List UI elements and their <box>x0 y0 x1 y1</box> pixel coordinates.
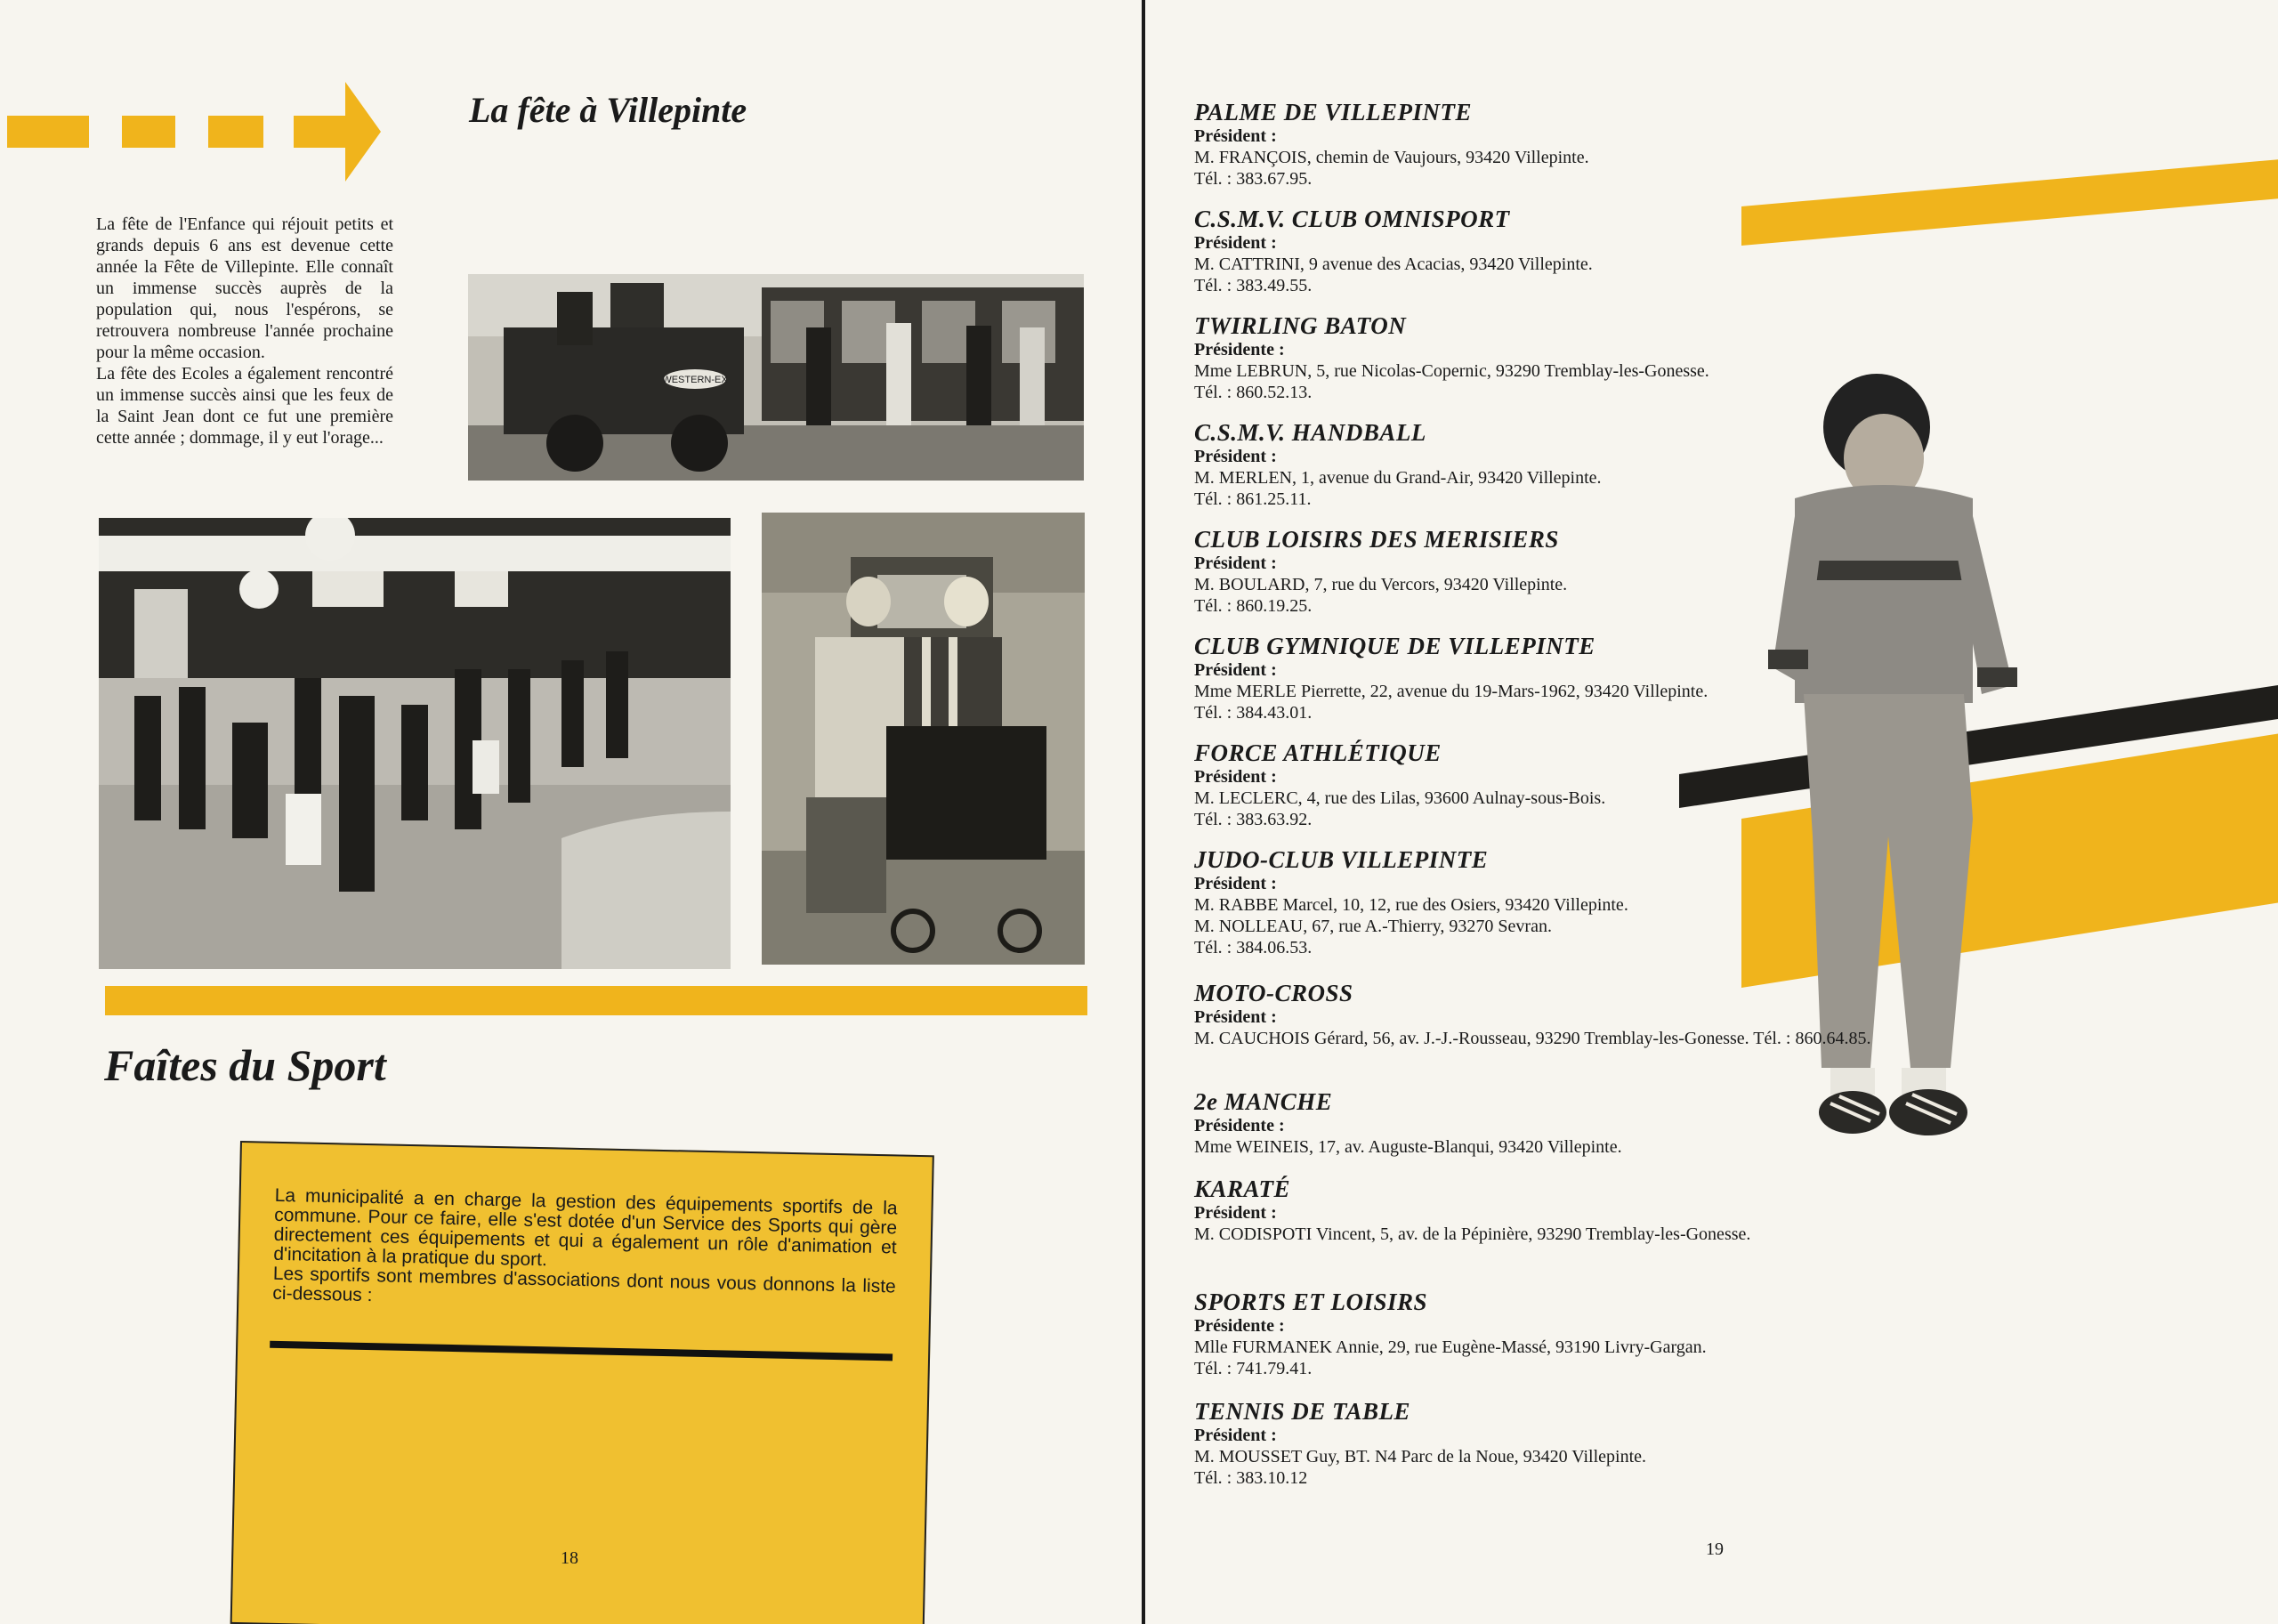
club-name: FORCE ATHLÉTIQUE <box>1194 739 1442 766</box>
club-role: Présidente : <box>1194 1116 1285 1135</box>
club-contact-line: M. BOULARD, 7, rue du Vercors, 93420 Villepinte. <box>1194 575 1568 594</box>
club-contact-line: M. CODISPOTI Vincent, 5, av. de la Pépinière, 93290 Tremblay-les-Gonesse. <box>1194 1224 1751 1244</box>
right-page <box>1145 0 2278 1624</box>
club-contact-line: Tél. : 384.06.53. <box>1194 938 1313 957</box>
club-entry <box>1194 632 1879 723</box>
school-fair-photo <box>99 518 731 969</box>
page-number: 18 <box>561 1548 578 1568</box>
club-entry <box>1194 1175 1879 1245</box>
club-role: Président : <box>1194 767 1277 787</box>
club-entry <box>1194 845 1879 958</box>
box-paragraph: La municipalité a en charge la gestion des équipements sportifs de la commune. Pour ce faire, elle s'est dotée d'un Service des Sports qui gère directement ces équipements et qui a également un rôle d'animation et d'incitation à la pratique du sport. <box>273 1184 898 1271</box>
club-entry <box>1194 525 1879 617</box>
club-role: Président : <box>1194 126 1277 146</box>
street-organ-photo <box>762 513 1085 965</box>
club-contact-line: M. MOUSSET Guy, BT. N4 Parc de la Noue, 93420 Villepinte. <box>1194 1447 1647 1466</box>
club-name: SPORTS ET LOISIRS <box>1194 1289 1428 1315</box>
sports-info-box <box>230 1141 934 1624</box>
club-role: Présidente : <box>1194 340 1285 360</box>
club-contact-line: Mme LEBRUN, 5, rue Nicolas-Copernic, 93290 Tremblay-les-Gonesse. <box>1194 361 1709 381</box>
club-entry <box>1194 418 1879 510</box>
club-contact-line: Tél. : 741.79.41. <box>1194 1359 1313 1378</box>
club-entry <box>1194 311 1879 403</box>
club-contact-line: M. MERLEN, 1, avenue du Grand-Air, 93420 Villepinte. <box>1194 468 1602 488</box>
club-name: TWIRLING BATON <box>1194 312 1407 339</box>
section-title: Faîtes du Sport <box>104 1040 386 1090</box>
club-entry <box>1194 979 1879 1049</box>
club-contact-line: M. NOLLEAU, 67, rue A.-Thierry, 93270 Sevran. <box>1194 917 1552 936</box>
club-name: CLUB LOISIRS DES MERISIERS <box>1194 526 1559 553</box>
club-entry <box>1194 1397 1879 1489</box>
club-contact-line: M. CATTRINI, 9 avenue des Acacias, 93420 Villepinte. <box>1194 255 1593 274</box>
club-name: JUDO-CLUB VILLEPINTE <box>1194 846 1489 873</box>
club-contact-line: Tél. : 383.63.92. <box>1194 810 1313 829</box>
club-role: Président : <box>1194 1007 1277 1027</box>
club-contact-line: Tél. : 383.49.55. <box>1194 276 1313 295</box>
club-contact-line: M. RABBE Marcel, 10, 12, rue des Osiers, 93420 Villepinte. <box>1194 895 1628 915</box>
club-entry <box>1194 1087 1879 1158</box>
box-rule <box>270 1341 893 1361</box>
club-name: KARATÉ <box>1194 1176 1291 1202</box>
intro-text <box>96 214 393 448</box>
club-contact-line: Tél. : 383.67.95. <box>1194 169 1313 189</box>
intro-paragraph: La fête de l'Enfance qui réjouit petits et grands depuis 6 ans est devenue cette année la Fête de Villepinte. Elle connaît un immense succès auprès de la population qui, nous l'espérons, se retrouvera nombreuse l'année prochaine pour la même occasion. <box>96 214 393 362</box>
club-role: Président : <box>1194 553 1277 573</box>
club-entry <box>1194 1288 1879 1379</box>
club-role: Président : <box>1194 660 1277 680</box>
club-name: C.S.M.V. HANDBALL <box>1194 419 1426 446</box>
club-entry <box>1194 739 1879 830</box>
club-name: PALME DE VILLEPINTE <box>1194 99 1473 125</box>
club-role: Présidente : <box>1194 1316 1285 1336</box>
page-title: La fête à Villepinte <box>469 90 747 130</box>
club-name: C.S.M.V. CLUB OMNISPORT <box>1194 206 1510 232</box>
section-divider-bar <box>105 986 1087 1015</box>
club-role: Président : <box>1194 233 1277 253</box>
club-role: Président : <box>1194 447 1277 466</box>
club-contact-line: Tél. : 383.10.12 <box>1194 1468 1308 1488</box>
club-contact-line: Mme MERLE Pierrette, 22, avenue du 19-Mars-1962, 93420 Villepinte. <box>1194 682 1708 701</box>
club-role: Président : <box>1194 1203 1277 1223</box>
club-contact-line: M. CAUCHOIS Gérard, 56, av. J.-J.-Rousseau, 93290 Tremblay-les-Gonesse. Tél. : 860.64.85. <box>1194 1029 1871 1048</box>
club-name: CLUB GYMNIQUE DE VILLEPINTE <box>1194 633 1595 659</box>
club-role: Président : <box>1194 874 1277 893</box>
club-contact-line: M. LECLERC, 4, rue des Lilas, 93600 Aulnay-sous-Bois. <box>1194 788 1606 808</box>
page-number: 19 <box>1706 1539 1724 1559</box>
club-name: MOTO-CROSS <box>1194 980 1353 1006</box>
club-role: Président : <box>1194 1426 1277 1445</box>
train-photo <box>468 274 1084 481</box>
box-paragraph: Les sportifs sont membres d'associations dont nous vous donnons la liste ci-dessous : <box>272 1263 896 1306</box>
club-entry <box>1194 98 1879 190</box>
club-contact-line: Mme WEINEIS, 17, av. Auguste-Blanqui, 93420 Villepinte. <box>1194 1137 1622 1157</box>
club-name: 2e MANCHE <box>1194 1088 1333 1115</box>
club-contact-line: Tél. : 860.19.25. <box>1194 596 1313 616</box>
club-entry <box>1194 205 1879 296</box>
club-contact-line: Tél. : 860.52.13. <box>1194 383 1313 402</box>
club-contact-line: Tél. : 861.25.11. <box>1194 489 1312 509</box>
club-contact-line: Mlle FURMANEK Annie, 29, rue Eugène-Massé, 93190 Livry-Gargan. <box>1194 1337 1707 1357</box>
club-name: TENNIS DE TABLE <box>1194 1398 1411 1425</box>
club-contact-line: M. FRANÇOIS, chemin de Vaujours, 93420 Villepinte. <box>1194 148 1589 167</box>
intro-paragraph: La fête des Ecoles a également rencontré un immense succès ainsi que les feux de la Saint Jean dont ce fut une première cette année ; dommage, il y eut l'orage... <box>96 364 393 448</box>
train-sign-text: WESTERN-EX <box>662 375 728 385</box>
club-contact-line: Tél. : 384.43.01. <box>1194 703 1313 723</box>
